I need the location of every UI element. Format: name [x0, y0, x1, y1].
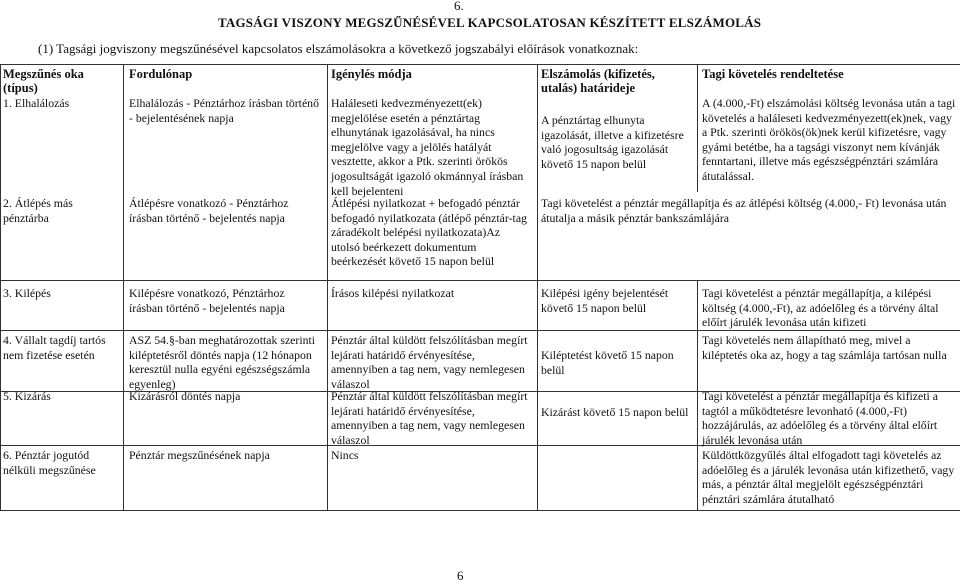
row-6-member: Küldöttközgyűlés által elfogadott tagi követelés az adóelőleg és a járulék levonása után kifizethető, vagy más, a pénztár által megjelölt egészségpénztári pénztári számlára átutalható [702, 448, 955, 506]
row-2-type: 2. Átlépés más pénztárba [3, 196, 73, 225]
row-2-date: Átlépésre vonatkozó - Pénztárhoz írásban történő - bejelentés napja [129, 196, 289, 225]
row-6-date: Pénztár megszűnésének napja [129, 448, 270, 462]
row-3-date: Kilépésre vonatkozó, Pénztárhoz írásban történő - bejelentés napja [129, 286, 285, 315]
row-4-settle: Kiléptetést követő 15 napon belül [541, 348, 674, 377]
row-5-member: Tagi követelést a pénztár megállapítja és kifizeti a tagtól a működtetésre levonható (4.000,-Ft) hozzájárulás, az adóelőleg és a törvény által előírt járulék levonása után [702, 389, 938, 447]
row-4-member: Tagi követelés nem állapítható meg, mivel a kiléptetés oka az, hogy a tag számlája tartósan nulla [702, 333, 947, 362]
row-1-date: Elhalálozás - Pénztárhoz írásban történő - bejelentésének napja [129, 96, 319, 125]
row-5-claim: Pénztár által küldött felszólításban megírt lejárati határidő érvényesítése, amennyiben a tag nem, vagy nemlegesen válaszol [331, 389, 528, 447]
intro-paragraph: (1) Tagsági jogviszony megszűnésével kapcsolatos elszámolásokra a következő jogszabályi előírások vonatkoznak: [38, 41, 639, 56]
header-member: Tagi követelés rendeltetése [702, 67, 844, 81]
row-2-settle-member: Tagi követelést a pénztár megállapítja és az átlépési költség (4.000,- Ft) levonása után átutalja a másik pénztár bankszámlájára [541, 196, 947, 225]
header-claim: Igénylés módja [331, 67, 412, 81]
row-2-claim: Átlépési nyilatkozat + befogadó pénztár befogadó nyilatkozata (átlépő pénztár-tag záradékolt belépési nyilatkozata)Az utolsó beérkezett dokumentum beérkezését követő 15 napon belül [331, 196, 527, 269]
row-3-type: 3. Kilépés [3, 286, 51, 300]
row-1-member: A (4.000,-Ft) elszámolási költség levonása után a tagi követelés a haláleseti kedvezményezett(ek)nek, vagy a Ptk. szerinti örökös(ök)nek kerül kifizetésre, vagy gyámi betétbe, ha a tagsági viszonyt nem kívánják fenntartani, illetve más egészségpénztári számlára átutalással. [702, 96, 956, 183]
row-5-settle: Kizárást követő 15 napon belül [541, 405, 689, 419]
header-type: Megszűnés oka (típus) [3, 67, 84, 95]
header-settle: Elszámolás (kifizetés, utalás) határideje [541, 67, 655, 95]
row-3-settle: Kilépési igény bejelentését követő 15 napon belül [541, 286, 669, 315]
row-1-claim: Haláleseti kedvezményezett(ek) megjelölése esetén a pénztártag elhunytának igazolásával, ha nincs megjelölve vagy a jelölés hatályát vesztette, akkor a Ptk. szerinti örökös jogosultságát igazoló okmánnyal írásban kell bejelenteni [331, 96, 524, 198]
row-1-settle: A pénztártag elhunyta igazolását, illetve a kifizetésre való jogosultság igazolását követő 15 napon belül [541, 113, 684, 171]
header-date: Fordulónap [129, 67, 193, 81]
page-number-top: 6. [454, 0, 464, 13]
row-6-type: 6. Pénztár jogutód nélküli megszűnése [3, 448, 96, 477]
row-4-date: ASZ 54.§-ban meghatározottak szerinti kiléptetésről döntés napja (12 hónapon keresztül nulla egyéni egészségszámla egyenleg) [129, 333, 316, 391]
row-4-claim: Pénztár által küldött felszólításban megírt lejárati határidő érvényesítése, amennyiben a tag nem, vagy nemlegesen válaszol [331, 333, 528, 391]
row-1-type: 1. Elhalálozás [3, 96, 70, 110]
row-4-type: 4. Vállalt tagdíj tartós nem fizetése esetén [3, 333, 106, 362]
row-5-date: Kizárásról döntés napja [129, 389, 241, 403]
row-3-member: Tagi követelést a pénztár megállapítja, a kilépési költség (4.000,-Ft), az adóelőleg és a törvény által előírt járulék levonása után kifizeti [702, 286, 939, 330]
row-6-claim: Nincs [331, 448, 359, 462]
row-3-claim: Írásos kilépési nyilatkozat [331, 286, 455, 300]
row-5-type: 5. Kizárás [3, 389, 51, 403]
page-number-bottom: 6 [457, 568, 464, 583]
page-title: TAGSÁGI VISZONY MEGSZŰNÉSÉVEL KAPCSOLATOSAN KÉSZÍTETT ELSZÁMOLÁS [218, 15, 762, 30]
